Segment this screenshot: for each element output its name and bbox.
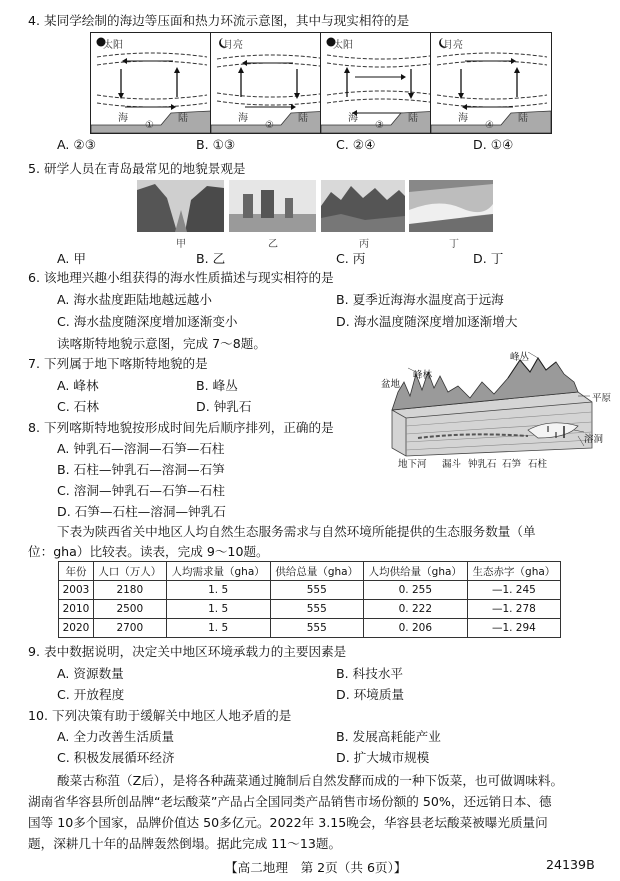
q4-option-c[interactable]: C. ②④ — [336, 137, 376, 152]
table-cell: 0. 255 — [363, 581, 467, 600]
intro-9-10-line1: 下表为陕西省关中地区人均自然生态服务需求与自然环境所能提供的生态服务数量（单 — [57, 524, 536, 539]
table-cell: —1. 278 — [467, 600, 560, 619]
q8-stem: 8. 下列喀斯特地貌按形成时间先后顺序排列，正确的是 — [28, 420, 334, 435]
table-cell: 2500 — [94, 600, 167, 619]
ecology-table — [58, 561, 561, 638]
q10-option-c[interactable]: C. 积极发展循环经济 — [57, 750, 175, 765]
q9-option-a[interactable]: A. 资源数量 — [57, 666, 124, 681]
table-cell: 0. 222 — [363, 600, 467, 619]
panel-1-icon-label: 太阳 — [103, 40, 123, 51]
table-row — [59, 581, 561, 600]
table-cell: 1. 5 — [166, 581, 270, 600]
panel-2-land: 陆 — [298, 113, 308, 124]
table-header: 人均供给量（gha） — [363, 562, 467, 581]
q5-option-c[interactable]: C. 丙 — [336, 251, 366, 266]
photo-label-jia: 甲 — [176, 239, 186, 250]
karst-label-rongdong: 溶洞 — [584, 434, 604, 445]
table-cell: 1. 5 — [166, 600, 270, 619]
q6-option-b[interactable]: B. 夏季近海海水温度高于远海 — [336, 292, 504, 307]
karst-label-shisun: 石笋 — [502, 459, 522, 470]
table-header-row — [59, 562, 561, 581]
photo-label-ding: 丁 — [449, 239, 459, 250]
table-cell: 555 — [270, 581, 363, 600]
q9-stem: 9. 表中数据说明，决定关中地区环境承载力的主要因素是 — [28, 644, 347, 659]
photo-jia — [137, 180, 224, 232]
q7-option-c[interactable]: C. 石林 — [57, 399, 99, 414]
q7-option-d[interactable]: D. 钟乳石 — [196, 399, 252, 414]
panel-4-number: ④ — [485, 120, 494, 131]
q7-option-b[interactable]: B. 峰丛 — [196, 378, 238, 393]
panel-2-sea: 海 — [238, 113, 248, 124]
table-cell: 2003 — [59, 581, 94, 600]
karst-label-dixiahe: 地下河 — [398, 459, 427, 470]
panel-2-number: ② — [265, 120, 274, 131]
q6-stem: 6. 该地理兴趣小组获得的海水性质描述与现实相符的是 — [28, 270, 334, 285]
table-cell: 2010 — [59, 600, 94, 619]
q4-option-b[interactable]: B. ①③ — [196, 137, 236, 152]
panel-2-icon-label: 月亮 — [223, 40, 243, 51]
q4-option-d[interactable]: D. ①④ — [473, 137, 514, 152]
panel-1-sea: 海 — [118, 113, 128, 124]
q4-stem: 4. 某同学绘制的海边等压面和热力环流示意图，其中与现实相符的是 — [28, 13, 410, 28]
panel-3-land: 陆 — [408, 113, 418, 124]
q10-stem: 10. 下列决策有助于缓解关中地区人地矛盾的是 — [28, 708, 292, 723]
q5-stem: 5. 研学人员在青岛最常见的地貌景观是 — [28, 161, 246, 176]
passage-line-4: 题，深耕几十年的品牌轰然倒塌。据此完成 11～13题。 — [28, 836, 342, 851]
q7-stem: 7. 下列属于地下喀斯特地貌的是 — [28, 356, 208, 371]
panel-3-icon-label: 太阳 — [333, 40, 353, 51]
panel-4-sea: 海 — [458, 113, 468, 124]
table-row — [59, 600, 561, 619]
table-cell: 555 — [270, 619, 363, 638]
panel-1-number: ① — [145, 120, 154, 131]
karst-label-zhongrushi: 钟乳石 — [468, 459, 497, 470]
table-cell: 2180 — [94, 581, 167, 600]
table-header: 人口（万人） — [94, 562, 167, 581]
photo-yi — [229, 180, 316, 232]
q4-option-a[interactable]: A. ②③ — [57, 137, 96, 152]
karst-label-pendi: 盆地 — [381, 379, 401, 390]
q10-option-d[interactable]: D. 扩大城市规模 — [336, 750, 430, 765]
table-header: 人均需求量（gha） — [166, 562, 270, 581]
karst-label-pingyuan: 平原 — [592, 393, 612, 404]
table-header: 供给总量（gha） — [270, 562, 363, 581]
karst-label-fenglin: 峰林 — [413, 370, 433, 381]
photo-label-yi: 乙 — [268, 239, 278, 250]
table-cell: 555 — [270, 600, 363, 619]
table-cell: —1. 245 — [467, 581, 560, 600]
q8-option-a[interactable]: A. 钟乳石—溶洞—石笋—石柱 — [57, 441, 225, 456]
q8-option-b[interactable]: B. 石柱—钟乳石—溶洞—石笋 — [57, 462, 225, 477]
q10-option-b[interactable]: B. 发展高耗能产业 — [336, 729, 441, 744]
page-footer: 【高二地理 第 2页（共 6页）】 — [225, 860, 407, 875]
passage-line-2: 湖南省华容县所创品牌“老坛酸菜”产品占全国同类产品销售市场份额的 50%，还远销日本、德 — [28, 794, 552, 809]
karst-label-fengcong: 峰丛 — [510, 352, 530, 363]
passage-line-3: 国等 10多个国家，品牌价值达 50多亿元。2022年 3.15晚会，华容县老坛酸菜被曝光质量问 — [28, 815, 548, 830]
q5-option-a[interactable]: A. 甲 — [57, 251, 86, 266]
panel-4-land: 陆 — [518, 113, 528, 124]
q9-option-d[interactable]: D. 环境质量 — [336, 687, 405, 702]
photo-label-bing: 丙 — [359, 239, 369, 250]
photo-bing — [321, 180, 405, 232]
q6-option-d[interactable]: D. 海水温度随深度增加逐渐增大 — [336, 314, 518, 329]
q5-option-b[interactable]: B. 乙 — [196, 251, 226, 266]
q7-option-a[interactable]: A. 峰林 — [57, 378, 99, 393]
table-cell: 0. 206 — [363, 619, 467, 638]
table-cell: 2700 — [94, 619, 167, 638]
intro-7-8: 读喀斯特地貌示意图，完成 7～8题。 — [57, 336, 266, 351]
exam-code: 24139B — [546, 857, 595, 872]
q6-option-c[interactable]: C. 海水盐度随深度增加逐渐变小 — [57, 314, 238, 329]
table-cell: 2020 — [59, 619, 94, 638]
q8-option-c[interactable]: C. 溶洞—钟乳石—石笋—石柱 — [57, 483, 225, 498]
q5-option-d[interactable]: D. 丁 — [473, 251, 504, 266]
q9-option-b[interactable]: B. 科技水平 — [336, 666, 404, 681]
karst-label-loudou: 漏斗 — [442, 459, 462, 470]
panel-4-icon-label: 月亮 — [443, 40, 463, 51]
panel-1-land: 陆 — [178, 113, 188, 124]
intro-9-10-line2: 位：gha）比较表。读表，完成 9～10题。 — [28, 544, 269, 559]
photo-ding — [409, 180, 493, 232]
table-row — [59, 619, 561, 638]
table-cell: 1. 5 — [166, 619, 270, 638]
karst-label-shizhu: 石柱 — [528, 459, 548, 470]
panel-3-sea: 海 — [348, 113, 358, 124]
q8-option-d[interactable]: D. 石笋—石柱—溶洞—钟乳石 — [57, 504, 226, 519]
table-cell: —1. 294 — [467, 619, 560, 638]
table-header: 年份 — [59, 562, 94, 581]
table-header: 生态赤字（gha） — [467, 562, 560, 581]
karst-landform-diagram — [378, 352, 600, 470]
passage-line-1: 酸菜古称菹（Z后），是将各种蔬菜通过腌制后自然发酵而成的一种下饭菜，也可做调味料。 — [57, 773, 564, 788]
q10-option-a[interactable]: A. 全力改善生活质量 — [57, 729, 175, 744]
q6-option-a[interactable]: A. 海水盐度距陆地越远越小 — [57, 292, 212, 307]
panel-3-number: ③ — [375, 120, 384, 131]
q9-option-c[interactable]: C. 开放程度 — [57, 687, 125, 702]
